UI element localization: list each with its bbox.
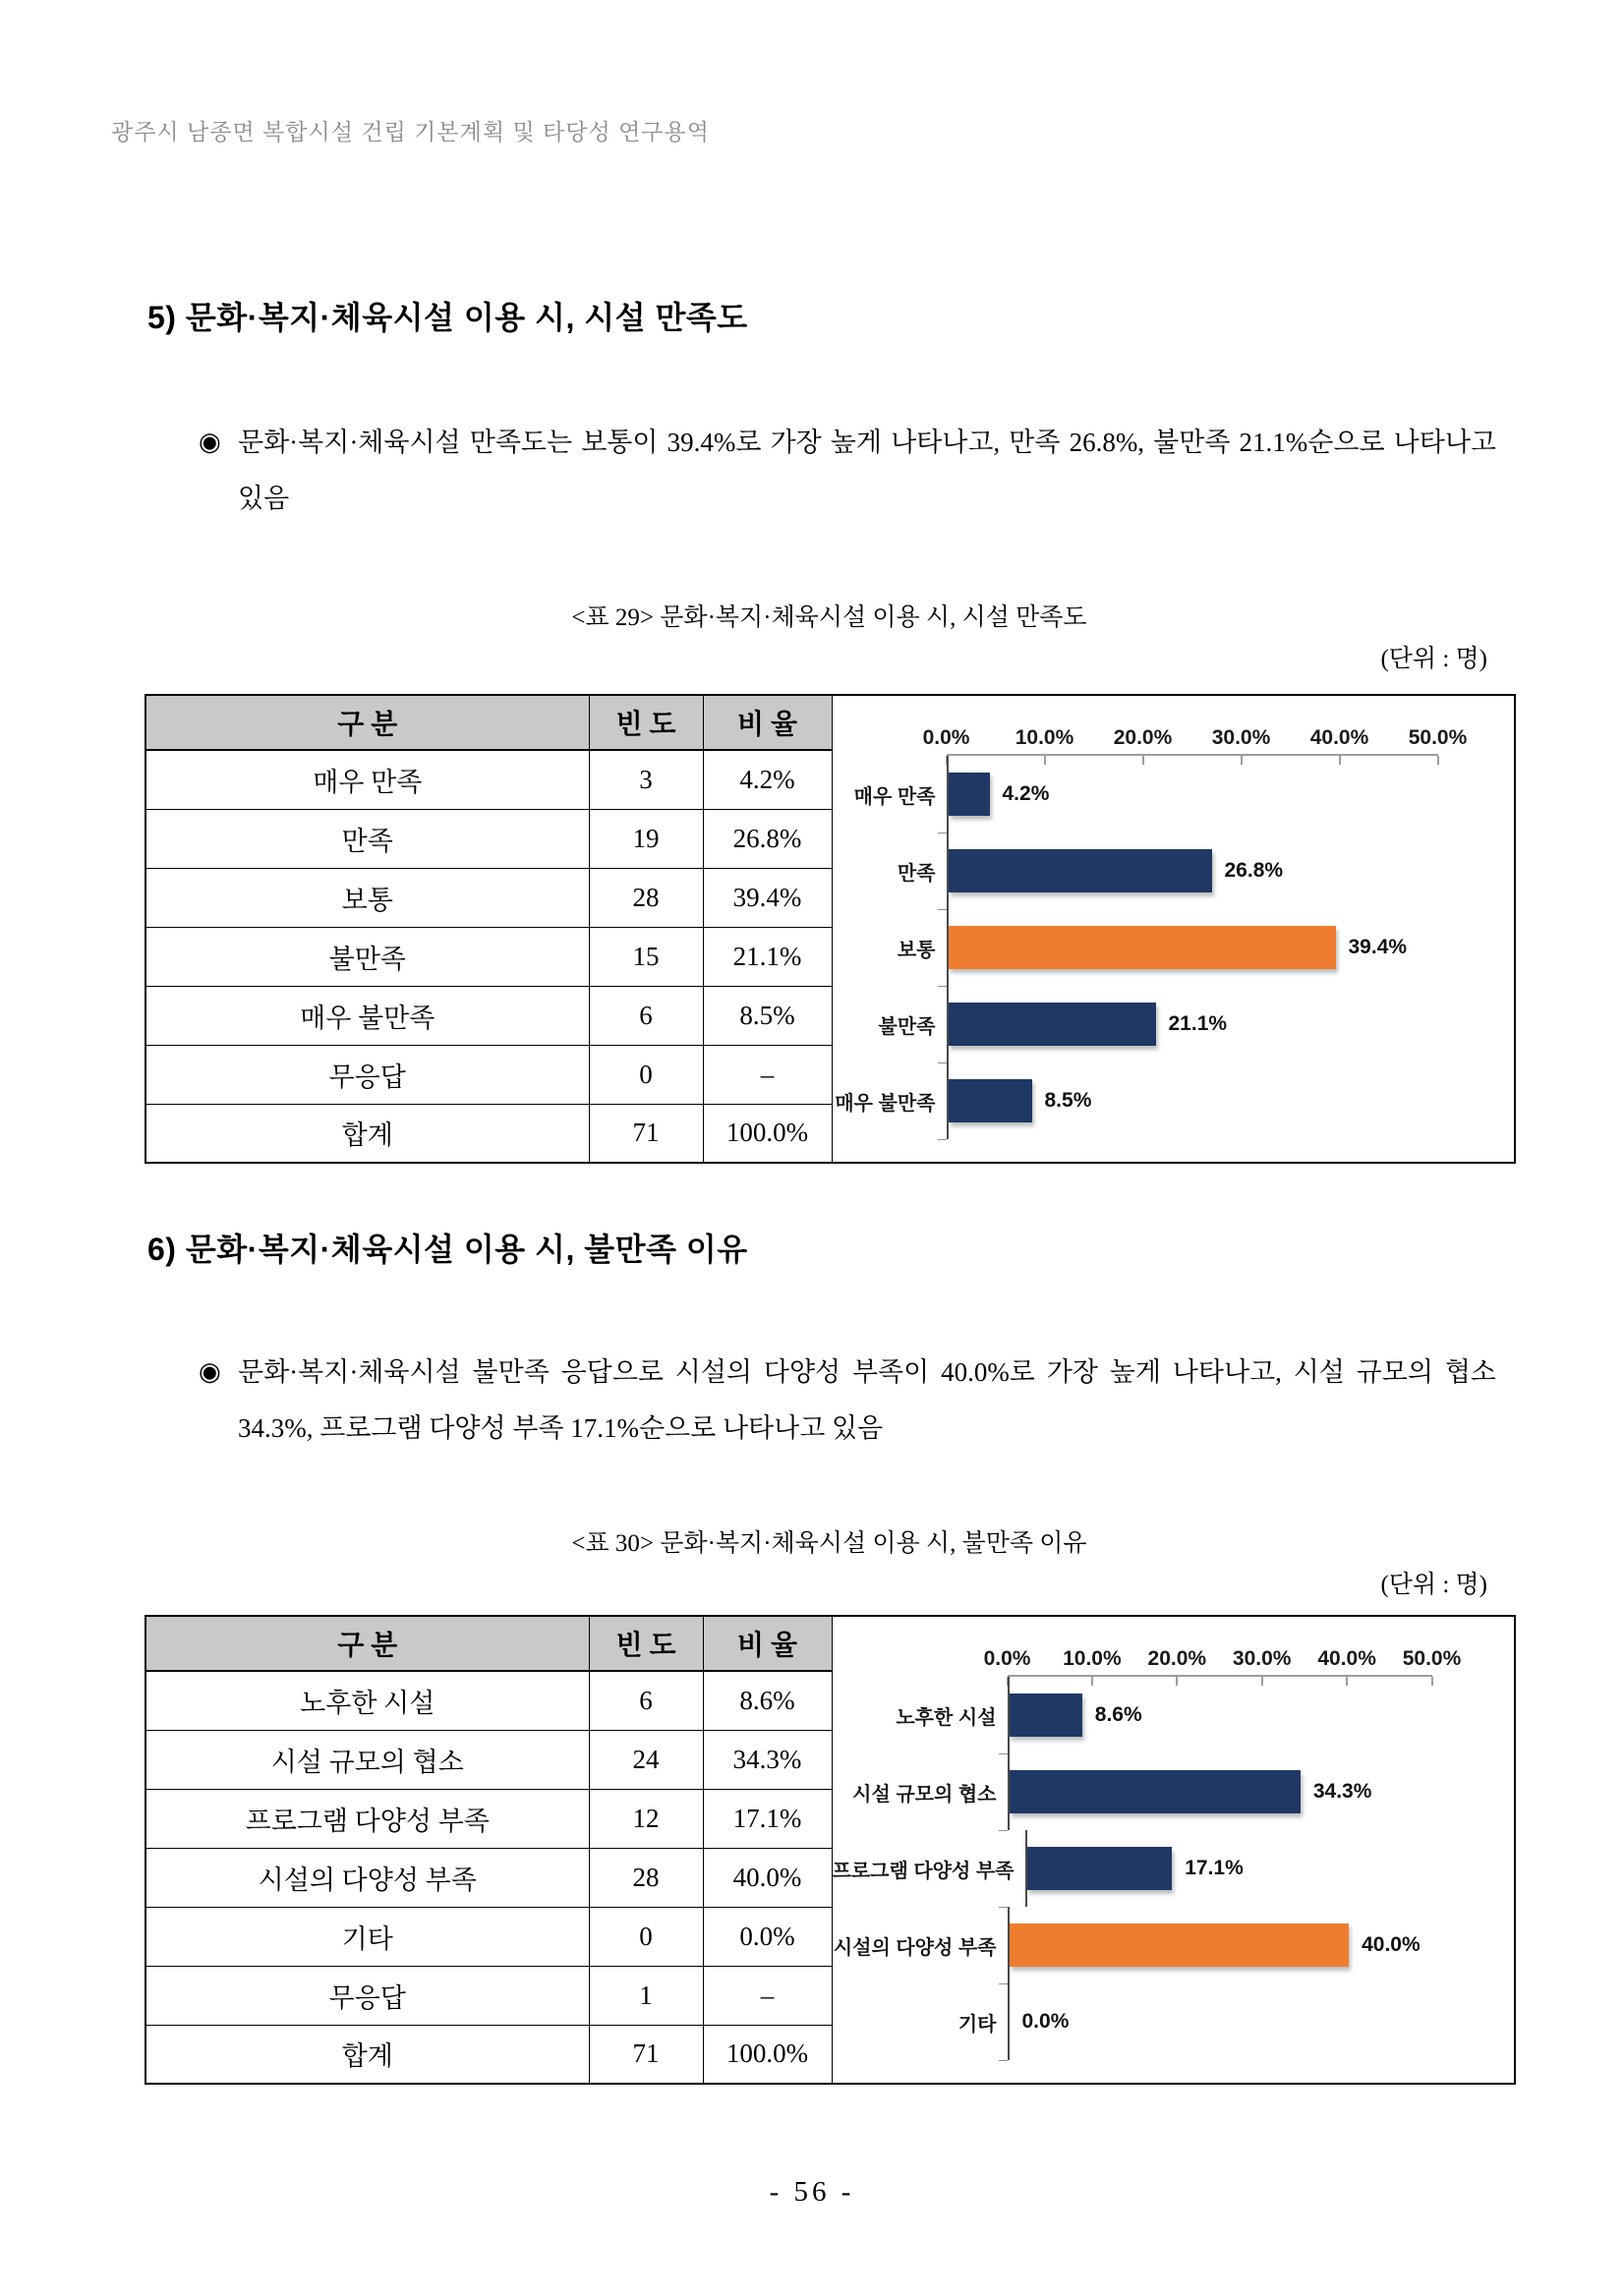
chart-bar <box>949 849 1212 892</box>
table-cell-freq: 24 <box>589 1730 703 1789</box>
table-cell-label: 노후한 시설 <box>145 1671 589 1730</box>
table-cell-label: 무응답 <box>145 1045 589 1104</box>
table-cell-pct: 17.1% <box>703 1789 832 1848</box>
bar-zone <box>947 986 1515 1062</box>
x-tick-label: 50.0% <box>1402 1647 1462 1670</box>
category-label: 불만족 <box>878 1015 936 1038</box>
bullet-icon: ◉ <box>199 1357 221 1386</box>
chart-bar <box>949 1079 1032 1122</box>
category-label: 만족 <box>897 862 936 885</box>
bar-value-label: 21.1% <box>1168 1012 1228 1035</box>
axis-spacer <box>833 1630 1008 1675</box>
table-cell-pct: – <box>703 1045 832 1104</box>
table-header-row <box>145 695 1515 750</box>
x-axis-tick-strip <box>922 709 1468 754</box>
table-cell-freq: 15 <box>589 927 703 986</box>
dissatisfaction-reason-table-block <box>145 1615 1514 2085</box>
table-cell-pct: 4.2% <box>703 750 832 809</box>
x-tick-label: 40.0% <box>1309 726 1369 749</box>
page-number: - 56 - <box>769 2176 855 2208</box>
section-5-heading: 5) 문화·복지·체육시설 이용 시, 시설 만족도 <box>147 300 748 335</box>
chart-bar <box>949 1003 1156 1046</box>
category-label: 시설 규모의 협소 <box>852 1783 997 1806</box>
table-cell-freq: 3 <box>589 750 703 809</box>
table-cell-label: 매우 만족 <box>145 750 589 809</box>
chart-category-row <box>833 909 1515 986</box>
chart-cell <box>832 1616 1515 2084</box>
table-cell-pct: 34.3% <box>703 1730 832 1789</box>
bar-value-label: 34.3% <box>1312 1780 1372 1803</box>
table-cell-pct: 0.0% <box>703 1907 832 1966</box>
chart-bar <box>949 926 1336 969</box>
section-6-bullet-item <box>199 1345 1496 1456</box>
table-cell-freq: 71 <box>589 1104 703 1163</box>
category-label: 노후한 시설 <box>896 1706 997 1729</box>
table-29-caption: <표 29> 문화·복지·체육시설 이용 시, 시설 만족도 <box>571 604 1087 631</box>
table-cell-freq: 6 <box>589 1671 703 1730</box>
dissatisfaction-reason-table <box>145 1615 1516 2085</box>
bullet-text: 문화·복지·체육시설 만족도는 보통이 39.4%로 가장 높게 나타나고, 만족 26.8%, 불만족 21.1%순으로 나타나고 있음 <box>238 428 1496 513</box>
table-header-row <box>145 1616 1515 1671</box>
bar-value-label: 8.5% <box>1044 1089 1092 1112</box>
bar-value-label: 0.0% <box>1021 2010 1070 2033</box>
table-cell-label: 만족 <box>145 809 589 868</box>
x-tick-label: 50.0% <box>1408 726 1468 749</box>
category-label: 매우 불만족 <box>835 1092 936 1115</box>
table-cell-freq: 12 <box>589 1789 703 1848</box>
bar-zone <box>1008 1677 1515 1753</box>
satisfaction-bar-chart <box>833 697 1515 1161</box>
bar-zone <box>947 832 1515 909</box>
table-cell-freq: 0 <box>589 1907 703 1966</box>
bar-value-label: 39.4% <box>1348 936 1408 958</box>
bar-value-label: 26.8% <box>1224 859 1284 882</box>
chart-category-row <box>833 756 1515 832</box>
section-6-heading: 6) 문화·복지·체육시설 이용 시, 불만족 이유 <box>147 1232 748 1267</box>
bar-zone <box>1025 1830 1515 1907</box>
category-label: 매우 만족 <box>853 785 936 808</box>
x-tick-label: 30.0% <box>1232 1647 1292 1670</box>
chart-category-row <box>833 986 1515 1062</box>
chart-bar <box>1010 1693 1082 1737</box>
satisfaction-table <box>145 694 1516 1164</box>
chart-bar <box>1010 1770 1301 1813</box>
bar-value-label: 40.0% <box>1362 1933 1421 1956</box>
bullet-text: 문화·복지·체육시설 불만족 응답으로 시설의 다양성 부족이 40.0%로 가장 높게 나타나고, 시설 규모의 협소 34.3%, 프로그램 다양성 부족 17.1%순으로 나타나고 있음 <box>238 1357 1496 1443</box>
column-header-ratio: 비 율 <box>703 1616 832 1671</box>
unit-note: (단위 : 명) <box>1380 646 1487 672</box>
table-cell-pct: – <box>703 1966 832 2025</box>
table-cell-label: 합계 <box>145 1104 589 1163</box>
unit-note: (단위 : 명) <box>1380 1572 1487 1598</box>
table-cell-label: 무응답 <box>145 1966 589 2025</box>
bar-value-label: 17.1% <box>1185 1857 1244 1879</box>
table-cell-freq: 28 <box>589 1848 703 1907</box>
table-30-caption: <표 30> 문화·복지·체육시설 이용 시, 불만족 이유 <box>571 1530 1087 1557</box>
x-tick-label: 30.0% <box>1211 726 1271 749</box>
section-5-bullet-item <box>199 415 1496 526</box>
bar-value-label: 8.6% <box>1094 1703 1142 1726</box>
chart-category-row <box>833 1753 1515 1830</box>
x-axis-tick-labels <box>833 1630 1515 1675</box>
chart-category-row <box>833 1907 1515 1983</box>
table-cell-pct: 21.1% <box>703 927 832 986</box>
x-tick-label: 20.0% <box>1147 1647 1207 1670</box>
category-label: 프로그램 다양성 부족 <box>832 1860 1015 1882</box>
bar-zone <box>947 909 1515 986</box>
chart-category-row <box>833 1062 1515 1139</box>
table-cell-freq: 0 <box>589 1045 703 1104</box>
column-header-frequency: 빈 도 <box>589 1616 703 1671</box>
chart-category-row <box>833 1983 1515 2060</box>
bar-zone <box>1008 1907 1515 1983</box>
category-label: 보통 <box>897 939 936 961</box>
table-cell-freq: 6 <box>589 986 703 1045</box>
bar-zone <box>947 1062 1515 1139</box>
chart-cell <box>832 695 1515 1163</box>
bar-zone <box>947 756 1515 832</box>
table-cell-pct: 8.6% <box>703 1671 832 1730</box>
chart-bar <box>949 773 990 816</box>
column-header-frequency: 빈 도 <box>589 695 703 750</box>
table-cell-pct: 8.5% <box>703 986 832 1045</box>
table-cell-label: 불만족 <box>145 927 589 986</box>
running-header: 광주시 남종면 복합시설 건립 기본계획 및 타당성 연구용역 <box>111 119 710 144</box>
table-cell-pct: 40.0% <box>703 1848 832 1907</box>
table-cell-freq: 71 <box>589 2025 703 2084</box>
x-tick-label: 0.0% <box>922 726 970 749</box>
table-cell-pct: 39.4% <box>703 868 832 927</box>
chart-category-row <box>833 1830 1515 1907</box>
x-axis-tick-strip <box>983 1630 1462 1675</box>
table-cell-label: 기타 <box>145 1907 589 1966</box>
table-cell-pct: 26.8% <box>703 809 832 868</box>
chart-bar <box>1010 1923 1350 1967</box>
table-cell-pct: 100.0% <box>703 1104 832 1163</box>
bullet-icon: ◉ <box>199 428 221 456</box>
x-tick-label: 10.0% <box>1015 726 1074 749</box>
x-tick-label: 20.0% <box>1113 726 1173 749</box>
table-cell-freq: 28 <box>589 868 703 927</box>
table-cell-label: 시설의 다양성 부족 <box>145 1848 589 1907</box>
chart-category-row <box>833 832 1515 909</box>
table-cell-label: 보통 <box>145 868 589 927</box>
table-cell-freq: 1 <box>589 1966 703 2025</box>
table-cell-label: 프로그램 다양성 부족 <box>145 1789 589 1848</box>
x-axis-tick-labels <box>833 709 1515 754</box>
column-header-category: 구 분 <box>145 695 589 750</box>
column-header-category: 구 분 <box>145 1616 589 1671</box>
x-tick-label: 0.0% <box>983 1647 1031 1670</box>
x-tick-label: 40.0% <box>1317 1647 1376 1670</box>
table-cell-freq: 19 <box>589 809 703 868</box>
bar-value-label: 4.2% <box>1002 782 1050 805</box>
table-cell-label: 시설 규모의 협소 <box>145 1730 589 1789</box>
category-label: 시설의 다양성 부족 <box>833 1936 997 1959</box>
satisfaction-table-block <box>145 694 1514 1164</box>
column-header-ratio: 비 율 <box>703 695 832 750</box>
category-label: 기타 <box>957 2013 997 2036</box>
table-cell-pct: 100.0% <box>703 2025 832 2084</box>
x-tick-label: 10.0% <box>1063 1647 1122 1670</box>
chart-category-row <box>833 1677 1515 1753</box>
bar-zone <box>1008 1753 1515 1830</box>
table-cell-label: 매우 불만족 <box>145 986 589 1045</box>
table-cell-label: 합계 <box>145 2025 589 2084</box>
dissatisfaction-reason-bar-chart <box>833 1618 1515 2082</box>
chart-bar <box>1027 1847 1173 1890</box>
bar-zone <box>1008 1983 1515 2060</box>
